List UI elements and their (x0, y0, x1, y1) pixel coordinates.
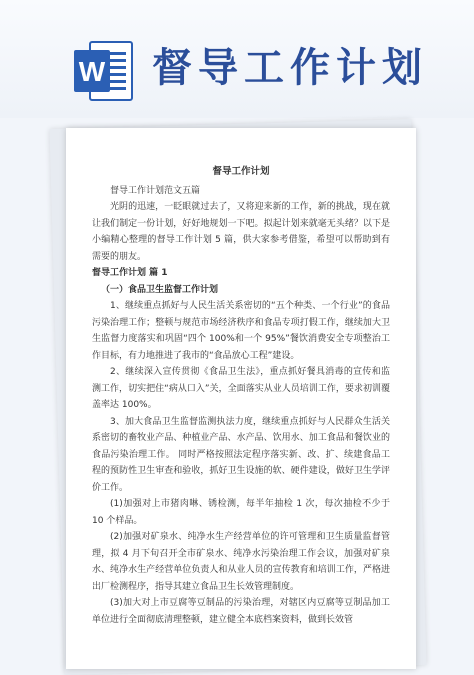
banner (0, 0, 474, 118)
paragraph-5: (2)加强对矿泉水、纯净水生产经营单位的许可管理和卫生质量监督管理，拟 4 月下旬召开全市矿泉水、纯净水污染治理工作会议，加强对矿泉水、纯净水生产经营单位负责人和从业人员的宣传教育和培训工作，严格进出厂检测程序，指导其建立食品卫生长效管理制度。 (92, 532, 390, 592)
paragraph-6: (3)加大对上市豆腐等豆制品的污染治理，对辖区内豆腐等豆制品加工单位进行全面彻底清理整顿，建立健全本底档案资料，做到长效管 (92, 598, 390, 625)
word-icon (74, 40, 134, 102)
paragraph-1: 1、继续重点抓好与人民生活关系密切的“五个种类、一个行业”的食品污染治理工作；整顿与规范市场经济秩序和食品专项打假工作，继续加大卫生监督力度落实和巩固“四个 100%和一个 95%”餐饮消费安全专项整治工作目标，有力地推进了我市的“食品放心工程”建设。 (92, 301, 390, 361)
document-subtitle: 督导工作计划范文五篇 (110, 185, 201, 196)
paragraph-3: 3、加大食品卫生监督监测执法力度，继续重点抓好与人民群众生活关系密切的畜牧业产品、种植业产品、水产品、饮用水、加工食品和餐饮业的食品污染治理工作。 同时严格按照法定程序落实新、改、扩、续建食品工程的预防性卫生审查和验收，抓好卫生设施的软、硬件建设，做好卫生学评价工作。 (92, 416, 390, 493)
sub-heading: （一）食品卫生监督工作计划 (101, 284, 219, 295)
document-body (92, 164, 390, 628)
document-title: 督导工作计划 (212, 166, 270, 177)
word-icon-letter: W (78, 56, 106, 87)
document-page (66, 128, 416, 669)
intro-paragraph: 光阴的迅速，一眨眼就过去了，又将迎来新的工作，新的挑战，现在就让我们制定一份计划，好好地规划一下吧。拟起计划来就毫无头绪？以下是小编精心整理的督导工作计划 5 篇，供大家参考借鉴，希望可以帮助到有需要的朋友。 (92, 202, 390, 262)
banner-title: 督导工作计划 (152, 45, 428, 91)
section-heading: 督导工作计划 篇 1 (92, 268, 168, 278)
paragraph-2: 2、继续深入宣传贯彻《食品卫生法》，重点抓好餐具消毒的宣传和监测工作，切实把住“病从口入”关，全面落实从业人员培训工作，要求初训覆盖率达 100%。 (92, 367, 390, 410)
paragraph-4: (1)加强对上市猪肉啉、锈检测，每半年抽检 1 次，每次抽检不少于 10 个样品。 (92, 499, 390, 526)
